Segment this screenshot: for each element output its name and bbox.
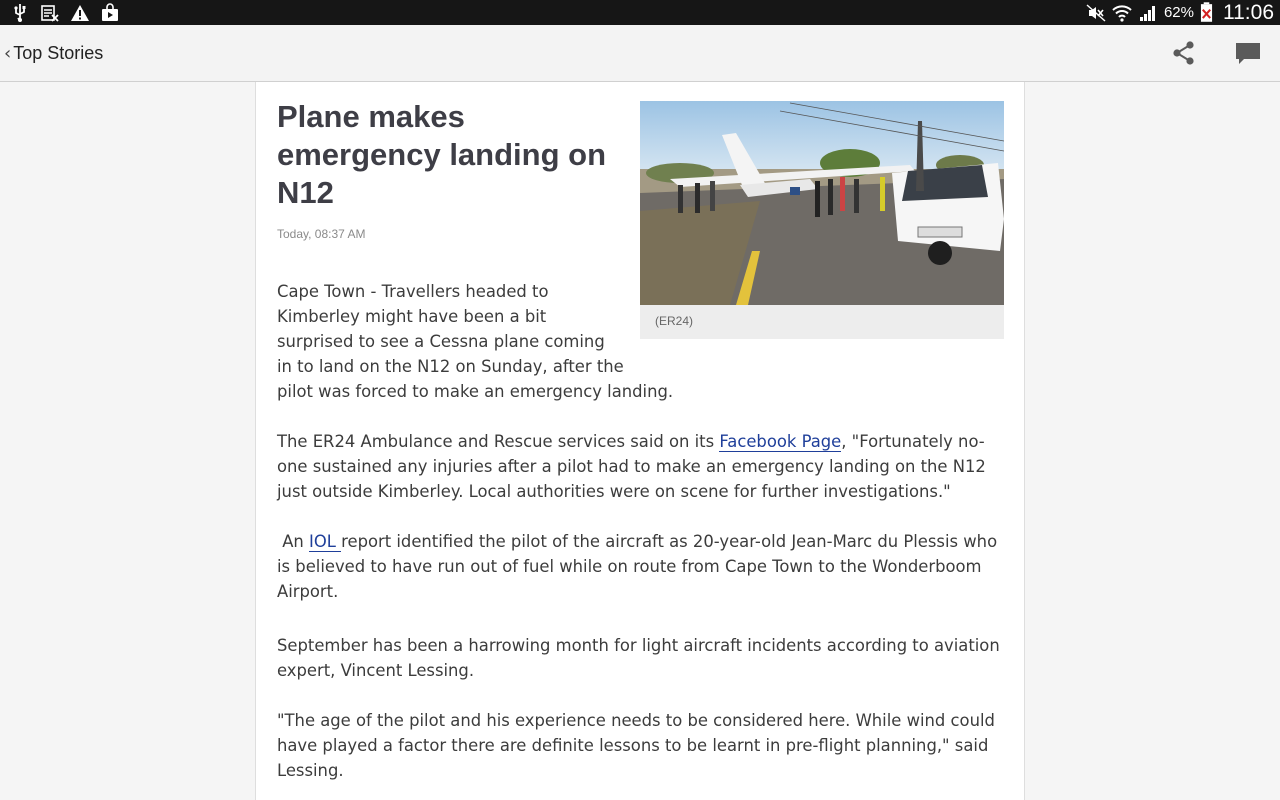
share-icon[interactable] <box>1170 39 1198 67</box>
article-title: Plane makes emergency landing on N12 <box>277 99 607 210</box>
battery-icon <box>1200 2 1213 23</box>
chevron-left-icon: ‹ <box>4 43 12 64</box>
wifi-icon <box>1112 3 1132 23</box>
status-icons-right <box>1086 0 1274 25</box>
article-figure <box>640 101 1004 339</box>
article-card <box>255 82 1025 800</box>
paragraph-line: surprised to see a Cessna plane coming <box>277 332 605 351</box>
paragraph-line: Cape Town - Travellers headed to <box>277 282 549 301</box>
paragraph-line: Kimberley might have been a bit <box>277 307 547 326</box>
paragraph-er24 <box>277 429 1012 504</box>
back-label: Top Stories <box>13 43 104 63</box>
screenshot-icon <box>40 3 60 23</box>
clock: 11:06 <box>1223 0 1274 24</box>
paragraph-line: pilot was forced to make an emergency landing. <box>277 382 674 401</box>
paragraph-line: in to land on the N12 on Sunday, after the <box>277 357 624 376</box>
warning-icon <box>70 3 90 23</box>
paragraph-text: , "Fortunately no-one sustained any injuries after a pilot had to make an emergency landing on the N12 just outside Kimberley. Local authorities were on scene for further investigations." <box>277 432 986 501</box>
paragraph-intro <box>277 279 674 404</box>
image-caption: (ER24) <box>655 314 694 328</box>
action-bar <box>0 25 1280 82</box>
usb-icon <box>10 3 30 23</box>
paragraph-iol <box>277 529 1012 604</box>
battery-percent: 62% <box>1163 4 1194 21</box>
back-button[interactable] <box>4 25 103 82</box>
paragraph-text: An <box>277 532 310 551</box>
signal-icon <box>1138 3 1158 23</box>
status-icons-left <box>0 3 120 23</box>
iol-link[interactable]: IOL <box>309 532 342 551</box>
status-bar <box>0 0 1280 25</box>
shopping-bag-icon <box>100 3 120 23</box>
article-photo[interactable] <box>640 101 1004 305</box>
paragraph-text: report identified the pilot of the aircraft as 20-year-old Jean-Marc du Plessis who is believed to have run out of fuel while on route from Cape Town to the Wonderboom Airport. <box>277 532 1003 601</box>
paragraph-september: September has been a harrowing month for light aircraft incidents according to aviation expert, Vincent Lessing. <box>277 636 1000 680</box>
paragraph-text: The ER24 Ambulance and Rescue services said on its <box>277 432 720 451</box>
facebook-page-link[interactable]: Facebook Page <box>719 432 842 451</box>
paragraph-quote: "The age of the pilot and his experience needs to be considered here. While wind could have played a factor there are definite lessons to be learnt in pre-flight planning," said Lessing. <box>277 711 995 780</box>
comment-icon[interactable] <box>1234 39 1262 67</box>
article-date: Today, 08:37 AM <box>277 227 366 241</box>
mute-icon <box>1086 3 1106 23</box>
